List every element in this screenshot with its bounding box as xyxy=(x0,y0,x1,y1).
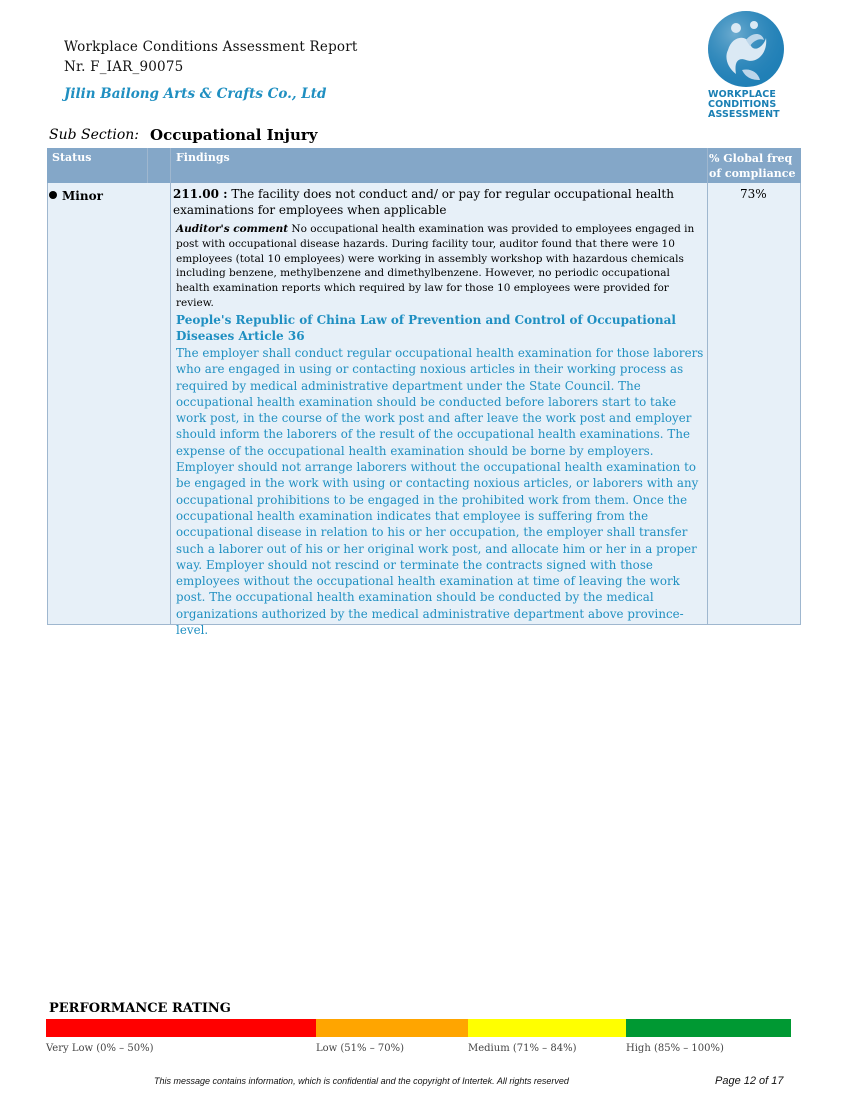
subsection-value: Occupational Injury xyxy=(150,126,318,144)
global-freq-value: 73% xyxy=(740,187,767,201)
rating-label-low: Low (51% – 70%) xyxy=(316,1043,405,1054)
company-name: Jilin Bailong Arts & Crafts Co., Ltd xyxy=(64,86,327,102)
column-header: Status xyxy=(52,151,92,164)
auditor-comment xyxy=(176,222,704,311)
status-text: Minor xyxy=(62,189,103,203)
status-cell xyxy=(47,183,170,625)
subsection-label: Sub Section: xyxy=(49,127,140,143)
column-header: Findings xyxy=(176,151,230,164)
performance-rating-title: PERFORMANCE RATING xyxy=(49,1001,231,1016)
rating-bar-low xyxy=(316,1019,468,1037)
auditor-comment-label: Auditor's comment xyxy=(176,223,289,235)
rating-label-very-low: Very Low (0% – 50%) xyxy=(46,1043,154,1054)
rating-label-high: High (85% – 100%) xyxy=(626,1043,724,1054)
column-divider xyxy=(170,148,171,625)
report-title: Workplace Conditions Assessment Report xyxy=(64,39,358,55)
column-divider xyxy=(147,148,148,183)
auditor-comment-text: No occupational health examination was provided to employees engaged in post with occupational disease hazards. During facility tour, auditor found that there were 10 employees (total 10 employees) were working in assembly workshop with hazardous chemicals including benzene, methylbenzene and dimethylbenzene. However, no periodic occupational health examination reports which required by law for those 10 employees were provided for review. xyxy=(176,223,695,309)
column-header: % Global freq of compliance xyxy=(709,152,796,180)
rating-bar-high xyxy=(626,1019,791,1037)
law-reference-text: The employer shall conduct regular occupational health examination for those laborers who are engaged in using or contacting noxious articles in their working process as required by medical administrative department under the State Council. The occupational health examination should be conducted before laborers start to take work post, in the course of the work post and after leave the work post and employer should inform the laborers of the result of the occupational health examinations. The expense of the occupational health examination should be borne by employers. Employer should not arrange laborers without the occupational health examination to be engaged in the work with using or contacting noxious articles, or laborers with any occupational prohibitions to be engaged in the prohibited work from them. Once the occupational health examination indicates that employee is suffering from the occupational disease in relation to his or her occupation, the employer shall transfer such a laborer out of his or her original work post, and allocate him or her in a proper way. Employer should not rescind or terminate the contracts signed with those employees without the occupational health examination at time of leaving the work post. The occupational health examination should be conducted by the medical organizations authorized by the medical administrative department above province-level. xyxy=(176,346,704,638)
header-cell-findings xyxy=(171,148,707,183)
page-number: Page 12 of 17 xyxy=(715,1075,784,1087)
header-cell-status xyxy=(47,148,147,183)
report-number: Nr. F_IAR_90075 xyxy=(64,59,184,75)
finding-code: 211.00 : xyxy=(173,187,228,201)
finding-text: The facility does not conduct and/ or pay for regular occupational health examinations for employees when applicable xyxy=(173,187,674,217)
law-reference-title: People's Republic of China Law of Prevention and Control of Occupational Diseases Article 36 xyxy=(176,313,676,343)
logo-wordmark xyxy=(708,90,780,120)
logo-line: CONDITIONS xyxy=(708,99,777,110)
global-freq-cell xyxy=(708,183,801,625)
logo-line: WORKPLACE xyxy=(708,89,776,100)
rating-bar-very-low xyxy=(46,1019,316,1037)
header-cell-blank xyxy=(148,148,170,183)
confidentiality-notice: This message contains information, which is confidential and the copyright of Intertek. All rights reserved xyxy=(154,1076,569,1086)
finding-statement xyxy=(173,186,703,218)
rating-bar-medium xyxy=(468,1019,626,1037)
bullet-icon xyxy=(49,191,57,199)
column-divider xyxy=(707,148,708,625)
header-cell-global-freq xyxy=(708,148,801,183)
rating-label-medium: Medium (71% – 84%) xyxy=(468,1043,577,1054)
logo-line: ASSESSMENT xyxy=(708,109,780,120)
status-badge xyxy=(49,189,103,203)
